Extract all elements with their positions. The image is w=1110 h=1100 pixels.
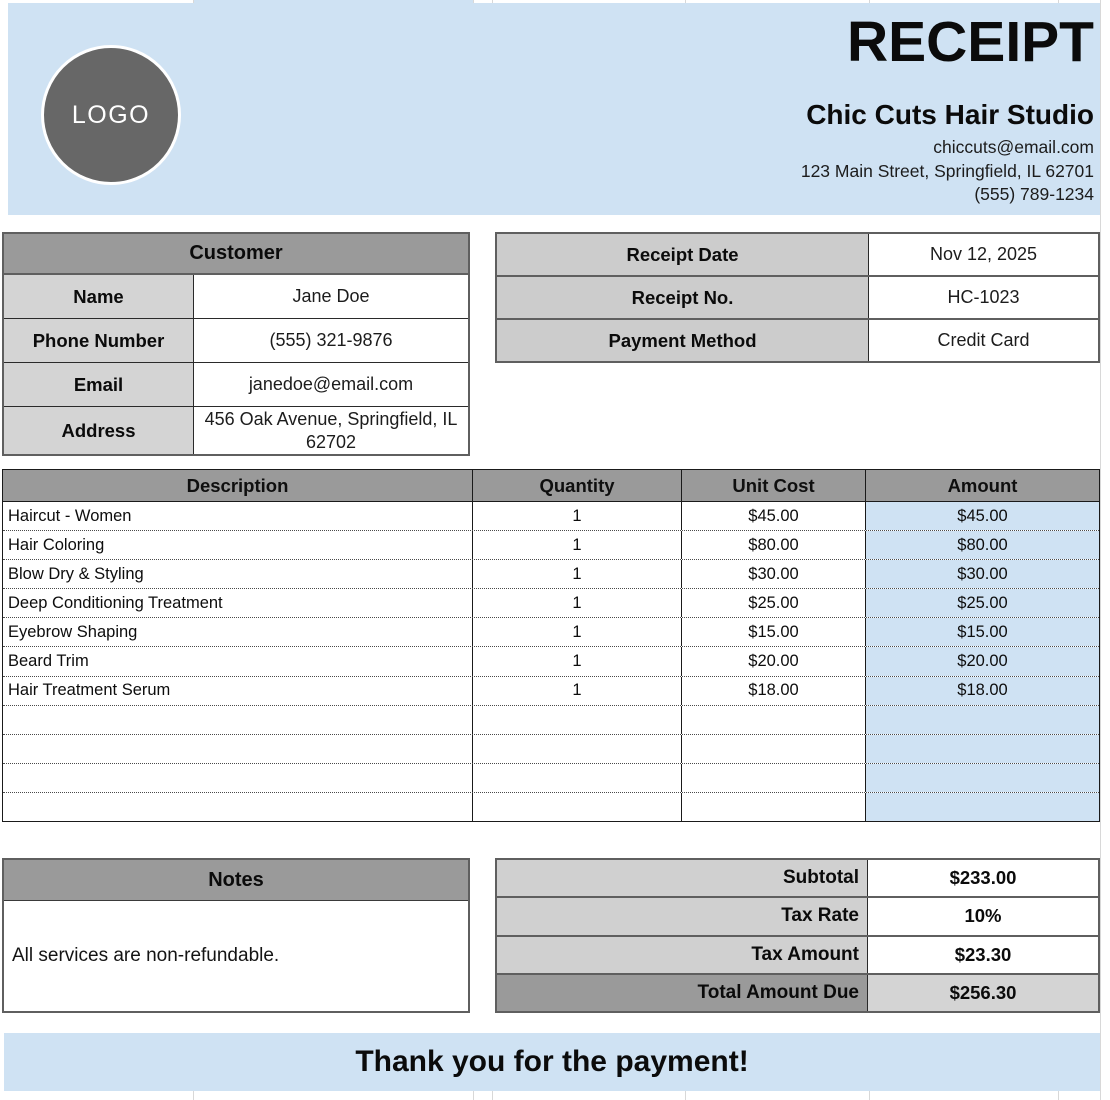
customer-field-label: Address xyxy=(4,407,194,454)
notes-section xyxy=(2,858,470,1013)
customer-field-value: 456 Oak Avenue, Springfield, IL 62702 xyxy=(204,409,458,452)
total-label: Subtotal xyxy=(497,860,868,896)
customer-row-email xyxy=(4,362,468,406)
item-amount: $15.00 xyxy=(866,618,1099,646)
empty-row xyxy=(3,792,1099,821)
footer-band xyxy=(4,1033,1100,1091)
item-quantity: 1 xyxy=(473,589,682,617)
item-description: Beard Trim xyxy=(3,647,473,675)
item-quantity: 1 xyxy=(473,677,682,705)
item-unit-cost: $25.00 xyxy=(682,589,866,617)
customer-row-name xyxy=(4,275,468,318)
item-row xyxy=(3,617,1099,646)
items-table xyxy=(2,469,1100,822)
customer-table xyxy=(2,232,470,456)
empty-row xyxy=(3,763,1099,792)
meta-row-payment xyxy=(497,318,1098,361)
item-unit-cost: $80.00 xyxy=(682,531,866,559)
items-header-row xyxy=(3,470,1099,502)
customer-field-value: janedoe@email.com xyxy=(248,374,414,395)
total-value: $23.30 xyxy=(954,943,1012,965)
item-unit-cost: $15.00 xyxy=(682,618,866,646)
totals-table xyxy=(495,858,1100,1013)
total-label: Total Amount Due xyxy=(497,975,868,1011)
customer-field-label: Name xyxy=(4,275,194,318)
meta-value: Nov 12, 2025 xyxy=(929,244,1038,264)
gridline xyxy=(473,1091,474,1100)
gridline xyxy=(685,1091,686,1100)
customer-row-phone xyxy=(4,318,468,362)
gridline xyxy=(869,1091,870,1100)
item-row xyxy=(3,559,1099,588)
header-band xyxy=(8,3,1100,215)
totals-row-total-due xyxy=(497,973,1098,1011)
empty-row xyxy=(3,734,1099,763)
business-name: Chic Cuts Hair Studio xyxy=(806,98,1094,130)
total-value: $233.00 xyxy=(949,867,1017,889)
customer-row-address xyxy=(4,406,468,454)
total-value: 10% xyxy=(964,905,1002,927)
item-description: Eyebrow Shaping xyxy=(3,618,473,646)
gridline xyxy=(1058,1091,1059,1100)
logo-badge xyxy=(41,45,181,185)
item-unit-cost: $20.00 xyxy=(682,647,866,675)
item-row xyxy=(3,530,1099,559)
logo-text: LOGO xyxy=(71,100,151,129)
notes-text: All services are non-refundable. xyxy=(12,945,280,966)
item-unit-cost: $45.00 xyxy=(682,502,866,530)
item-row xyxy=(3,646,1099,675)
meta-value: HC-1023 xyxy=(947,287,1020,307)
item-amount: $20.00 xyxy=(866,647,1099,675)
gridline xyxy=(193,1091,194,1100)
notes-section-title: Notes xyxy=(4,860,468,901)
total-label: Tax Rate xyxy=(497,898,868,934)
item-amount: $80.00 xyxy=(866,531,1099,559)
notes-body xyxy=(4,901,468,1011)
item-row xyxy=(3,502,1099,530)
business-phone: (555) 789-1234 xyxy=(974,184,1094,205)
thank-you-message: Thank you for the payment! xyxy=(355,1045,749,1078)
item-quantity: 1 xyxy=(473,618,682,646)
item-amount: $30.00 xyxy=(866,560,1099,588)
business-address: 123 Main Street, Springfield, IL 62701 xyxy=(800,160,1094,181)
item-quantity: 1 xyxy=(473,531,682,559)
totals-row-tax-amount xyxy=(497,935,1098,973)
column-header-unit-cost: Unit Cost xyxy=(682,470,866,501)
item-row xyxy=(3,588,1099,617)
receipt-meta-table xyxy=(495,232,1100,363)
meta-row-date xyxy=(497,234,1098,275)
item-amount: $18.00 xyxy=(866,677,1099,705)
business-info xyxy=(800,10,1094,207)
meta-row-number xyxy=(497,275,1098,318)
column-header-quantity: Quantity xyxy=(473,470,682,501)
item-description: Hair Treatment Serum xyxy=(3,677,473,705)
item-description: Hair Coloring xyxy=(3,531,473,559)
item-amount: $45.00 xyxy=(866,502,1099,530)
gridline xyxy=(1100,0,1101,1100)
meta-label: Receipt Date xyxy=(497,234,869,275)
item-row xyxy=(3,676,1099,705)
item-description: Blow Dry & Styling xyxy=(3,560,473,588)
total-value: $256.30 xyxy=(868,975,1098,1011)
item-quantity: 1 xyxy=(473,560,682,588)
item-unit-cost: $18.00 xyxy=(682,677,866,705)
item-quantity: 1 xyxy=(473,502,682,530)
meta-label: Payment Method xyxy=(497,320,869,361)
totals-row-tax-rate xyxy=(497,896,1098,934)
empty-row xyxy=(3,705,1099,734)
column-header-description: Description xyxy=(3,470,473,501)
totals-row-subtotal xyxy=(497,860,1098,896)
item-description: Deep Conditioning Treatment xyxy=(3,589,473,617)
meta-value: Credit Card xyxy=(937,330,1030,350)
meta-label: Receipt No. xyxy=(497,277,869,318)
item-quantity: 1 xyxy=(473,647,682,675)
customer-section-title: Customer xyxy=(4,234,468,275)
business-email: chiccuts@email.com xyxy=(933,136,1094,157)
item-description: Haircut - Women xyxy=(3,502,473,530)
item-amount: $25.00 xyxy=(866,589,1099,617)
receipt-title: RECEIPT xyxy=(846,10,1094,74)
total-label: Tax Amount xyxy=(497,937,868,973)
customer-field-value: (555) 321-9876 xyxy=(269,330,393,351)
gridline xyxy=(492,1091,493,1100)
item-unit-cost: $30.00 xyxy=(682,560,866,588)
customer-field-label: Phone Number xyxy=(4,319,194,362)
column-header-amount: Amount xyxy=(947,474,1018,496)
customer-field-value: Jane Doe xyxy=(292,286,370,307)
customer-field-label: Email xyxy=(4,363,194,406)
